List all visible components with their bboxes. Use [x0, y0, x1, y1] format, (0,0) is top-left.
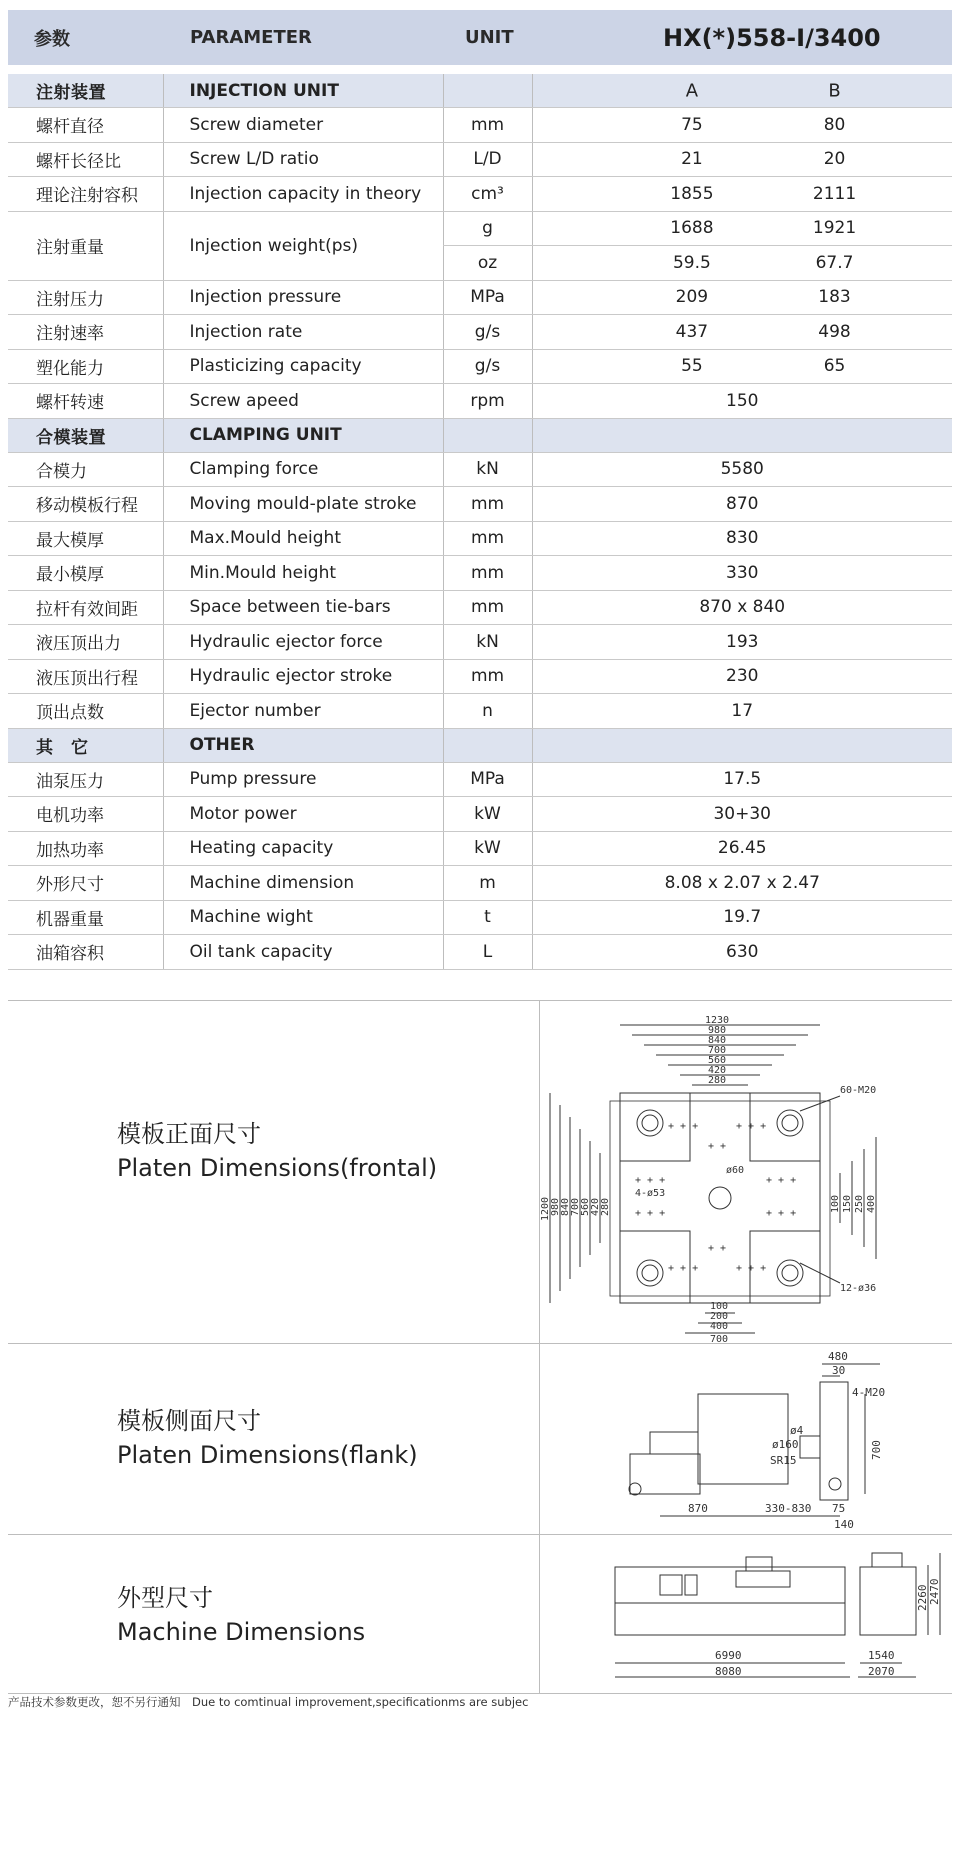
value-a: 437: [675, 321, 709, 342]
param-cn: 油泵压力: [8, 762, 163, 797]
svg-text:+ + +: + + +: [766, 1208, 797, 1219]
dim-label: 840: [708, 1035, 727, 1046]
param-en: Moving mould-plate stroke: [163, 487, 443, 522]
svg-text:+ + +: + + +: [635, 1208, 666, 1219]
dim-label: 2260: [916, 1584, 929, 1611]
section-title-en: INJECTION UNIT: [163, 74, 443, 108]
platen-flank-drawing: [540, 1344, 952, 1534]
dim-label: 4-M20: [852, 1386, 886, 1399]
note-label: 12-ø36: [840, 1283, 877, 1294]
column-a-label: A: [685, 80, 699, 101]
value: 630: [532, 935, 952, 970]
table-row: [8, 349, 952, 384]
table-row: [8, 935, 952, 970]
table-row: [8, 108, 952, 143]
param-cn: 拉杆有效间距: [8, 590, 163, 625]
panel-title-cn: 模板侧面尺寸: [117, 1407, 261, 1435]
dim-label: 8080: [715, 1665, 742, 1678]
param-cn: 加热功率: [8, 831, 163, 866]
table-row: [8, 211, 952, 246]
dim-label: 140: [834, 1518, 854, 1531]
param-en: Max.Mould height: [163, 521, 443, 556]
section-title-cn: 注射装置: [8, 74, 163, 108]
value-b: 2111: [812, 183, 857, 204]
table-row: [8, 315, 952, 350]
param-unit: mm: [443, 659, 532, 694]
param-unit: L: [443, 935, 532, 970]
param-unit: t: [443, 900, 532, 935]
table-header: [8, 10, 952, 65]
table-row: [8, 556, 952, 591]
value-a: 1688: [670, 218, 714, 239]
dim-label: 200: [710, 1311, 729, 1322]
dim-label: 700: [710, 1334, 729, 1343]
table-row: [8, 142, 952, 177]
param-cn: 液压顶出行程: [8, 659, 163, 694]
section-injection-unit: [8, 74, 952, 108]
param-unit: mm: [443, 487, 532, 522]
dim-label: 700: [570, 1197, 581, 1216]
svg-text:+ +: + +: [708, 1243, 727, 1254]
svg-text:+ + +: + + +: [736, 1121, 767, 1132]
value: 830: [532, 521, 952, 556]
param-cn: 最小模厚: [8, 556, 163, 591]
table-row: [8, 694, 952, 729]
section-title-en: OTHER: [163, 728, 443, 762]
dim-label: 560: [580, 1197, 591, 1216]
dim-label: 480: [828, 1350, 848, 1363]
param-cn: 最大模厚: [8, 521, 163, 556]
header-param-en: PARAMETER: [190, 27, 312, 48]
dim-label: 420: [708, 1065, 727, 1076]
header-model: HX(*)558-Ⅰ/3400: [663, 23, 881, 52]
param-cn: 螺杆转速: [8, 384, 163, 419]
param-cn: 移动模板行程: [8, 487, 163, 522]
machine-drawing: [540, 1535, 952, 1693]
section-title-en: CLAMPING UNIT: [163, 418, 443, 452]
value: 26.45: [532, 831, 952, 866]
param-unit: MPa: [443, 762, 532, 797]
param-cn: 顶出点数: [8, 694, 163, 729]
table-row: [8, 659, 952, 694]
param-unit: oz: [443, 246, 532, 281]
panel-title-en: Platen Dimensions(frontal): [117, 1154, 438, 1182]
dim-label: 30: [832, 1364, 846, 1377]
param-unit: rpm: [443, 384, 532, 419]
value: 19.7: [532, 900, 952, 935]
param-unit: kN: [443, 625, 532, 660]
param-unit: n: [443, 694, 532, 729]
dim-label: 75: [832, 1502, 846, 1515]
table-row: [8, 900, 952, 935]
note-label: ø60: [726, 1165, 745, 1176]
dim-label: 280: [708, 1075, 727, 1086]
section-other: [8, 728, 952, 762]
param-en: Machine wight: [163, 900, 443, 935]
param-en: Pump pressure: [163, 762, 443, 797]
table-row: [8, 762, 952, 797]
param-unit: kN: [443, 452, 532, 487]
table-row: [8, 866, 952, 901]
value: 8.08 x 2.07 x 2.47: [532, 866, 952, 901]
param-en: Clamping force: [163, 452, 443, 487]
param-cn: 机器重量: [8, 900, 163, 935]
param-unit: g: [443, 211, 532, 246]
dimension-panels: [8, 1000, 952, 1694]
param-unit: mm: [443, 590, 532, 625]
section-clamping-unit: [8, 418, 952, 452]
param-en: Injection rate: [163, 315, 443, 350]
header-param-cn: 参数: [34, 28, 70, 50]
table-row: [8, 487, 952, 522]
value-a: 21: [681, 149, 703, 170]
param-cn: 螺杆直径: [8, 108, 163, 143]
param-en: Injection capacity in theory: [163, 177, 443, 212]
section-title-cn: 其 它: [8, 728, 163, 762]
value: 5580: [532, 452, 952, 487]
param-cn: 理论注射容积: [8, 177, 163, 212]
value-b: 80: [823, 114, 846, 135]
dim-label: 1540: [868, 1649, 895, 1662]
param-unit: mm: [443, 521, 532, 556]
dim-label: 840: [560, 1197, 571, 1216]
param-unit: mm: [443, 108, 532, 143]
value: 230: [532, 659, 952, 694]
frontal-drawing: [540, 1001, 952, 1343]
machine-outline-drawing: [540, 1535, 952, 1693]
value: 150: [532, 384, 952, 419]
svg-text:+ + +: + + +: [736, 1263, 767, 1274]
param-en: Screw L/D ratio: [163, 142, 443, 177]
value-a: 59.5: [672, 252, 711, 273]
svg-text:+ + +: + + +: [668, 1263, 699, 1274]
dim-label: 280: [600, 1197, 611, 1216]
svg-text:+ +: + +: [708, 1141, 727, 1152]
param-en: Motor power: [163, 797, 443, 832]
param-cn: 电机功率: [8, 797, 163, 832]
panel-flank: [8, 1343, 952, 1534]
table-row: [8, 590, 952, 625]
param-unit: L/D: [443, 142, 532, 177]
spec-table: [8, 74, 952, 970]
dim-label: 870: [688, 1502, 708, 1515]
dim-label: 400: [710, 1321, 729, 1332]
dim-label: 250: [854, 1194, 865, 1213]
svg-text:+ + +: + + +: [635, 1175, 666, 1186]
table-row: [8, 831, 952, 866]
param-en: Hydraulic ejector stroke: [163, 659, 443, 694]
param-unit: MPa: [443, 280, 532, 315]
value-b: 65: [823, 356, 846, 377]
panel-title-cn: 模板正面尺寸: [117, 1120, 261, 1148]
dim-label: 700: [870, 1440, 883, 1460]
section-title-cn: 合模装置: [8, 418, 163, 452]
value: 17: [532, 694, 952, 729]
value-a: 209: [675, 287, 709, 308]
value: 870: [532, 487, 952, 522]
dim-label: ø4: [790, 1424, 804, 1437]
dim-label: 1230: [705, 1015, 730, 1026]
dim-label: 400: [866, 1194, 877, 1213]
param-en: Space between tie-bars: [163, 590, 443, 625]
value: 870 x 840: [532, 590, 952, 625]
svg-text:+ + +: + + +: [766, 1175, 797, 1186]
panel-frontal: [8, 1000, 952, 1343]
dim-label: SR15: [770, 1454, 797, 1467]
dim-label: 100: [710, 1301, 729, 1312]
dim-label: 100: [830, 1194, 841, 1213]
table-row: [8, 797, 952, 832]
value-a: 75: [681, 114, 703, 135]
param-unit: kW: [443, 797, 532, 832]
param-en: Injection weight(ps): [163, 211, 443, 280]
value-b: 498: [818, 321, 851, 342]
value: 330: [532, 556, 952, 591]
dim-label: 2470: [928, 1578, 941, 1605]
value: 30+30: [532, 797, 952, 832]
dim-label: 1200: [540, 1196, 551, 1221]
dim-label: 6990: [715, 1649, 742, 1662]
flank-drawing: [540, 1344, 952, 1534]
param-cn: 塑化能力: [8, 349, 163, 384]
value-a: 1855: [670, 183, 714, 204]
panel-machine: [8, 1534, 952, 1694]
value-b: 67.7: [815, 252, 854, 273]
table-row: [8, 452, 952, 487]
dim-label: ø160: [772, 1438, 799, 1451]
param-en: Machine dimension: [163, 866, 443, 901]
value-b: 183: [818, 287, 851, 308]
dim-label: 330-830: [765, 1502, 812, 1515]
column-b-label: B: [828, 80, 841, 101]
param-cn: 外形尺寸: [8, 866, 163, 901]
note-label: 4-ø53: [635, 1188, 666, 1199]
param-en: Heating capacity: [163, 831, 443, 866]
param-cn: 螺杆长径比: [8, 142, 163, 177]
table-row: [8, 280, 952, 315]
panel-title-cn: 外型尺寸: [117, 1584, 213, 1612]
table-row: [8, 521, 952, 556]
param-cn: 液压顶出力: [8, 625, 163, 660]
param-cn: 注射重量: [8, 211, 163, 280]
param-unit: m: [443, 866, 532, 901]
value-b: 1921: [812, 218, 857, 239]
param-cn: 油箱容积: [8, 935, 163, 970]
footer-note: 产品技术参数更改，恕不另行通知 Due to comtinual improvement,specificationms are subjec: [8, 1695, 529, 1709]
table-row: [8, 625, 952, 660]
header-unit: UNIT: [465, 27, 514, 48]
dim-label: 980: [550, 1197, 561, 1216]
param-cn: 注射速率: [8, 315, 163, 350]
dim-label: 560: [708, 1055, 727, 1066]
dim-label: 980: [708, 1025, 727, 1036]
value: 193: [532, 625, 952, 660]
param-cn: 注射压力: [8, 280, 163, 315]
value: 17.5: [532, 762, 952, 797]
value-a: 55: [681, 356, 703, 377]
value-b: 20: [823, 149, 846, 170]
param-unit: g/s: [443, 349, 532, 384]
svg-text:+ + +: + + +: [668, 1121, 699, 1132]
dim-label: 700: [708, 1045, 727, 1056]
param-en: Hydraulic ejector force: [163, 625, 443, 660]
panel-title-en: Machine Dimensions: [117, 1618, 366, 1646]
param-unit: kW: [443, 831, 532, 866]
table-row: [8, 177, 952, 212]
param-en: Min.Mould height: [163, 556, 443, 591]
param-en: Screw diameter: [163, 108, 443, 143]
note-label: 60-M20: [840, 1085, 877, 1096]
param-en: Ejector number: [163, 694, 443, 729]
param-unit: cm³: [443, 177, 532, 212]
param-en: Plasticizing capacity: [163, 349, 443, 384]
param-unit: mm: [443, 556, 532, 591]
platen-frontal-drawing: [540, 1001, 952, 1343]
dim-label: 150: [842, 1194, 853, 1213]
dim-label: 420: [590, 1197, 601, 1216]
panel-title-en: Platen Dimensions(flank): [117, 1441, 418, 1469]
table-row: [8, 384, 952, 419]
param-cn: 合模力: [8, 452, 163, 487]
param-en: Injection pressure: [163, 280, 443, 315]
dim-label: 2070: [868, 1665, 895, 1678]
param-en: Screw apeed: [163, 384, 443, 419]
param-unit: g/s: [443, 315, 532, 350]
param-en: Oil tank capacity: [163, 935, 443, 970]
